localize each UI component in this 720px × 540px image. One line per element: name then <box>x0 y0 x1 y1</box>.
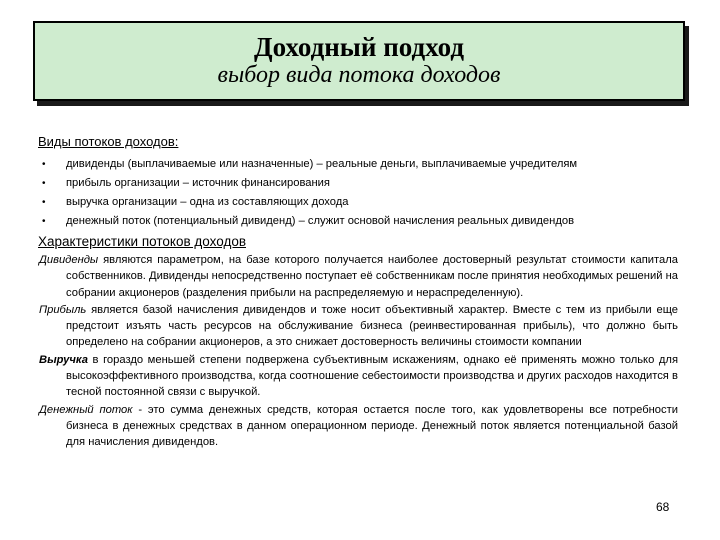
list-item-text: дивиденды (выплачиваемые или назначенные) – реальные деньги, выплачиваемые учредителям <box>66 158 578 170</box>
list-item-text: прибыль организации – источник финансирования <box>66 177 330 189</box>
paragraph-text: - это сумма денежных средств, которая остается после того, как удовлетворены все потребности бизнеса в денежных средствах в данном операционном периоде. Денежный поток является потенциальной базой для начисления дивидендов. <box>66 403 678 449</box>
slide-subtitle: выбор вида потока доходов <box>217 62 501 88</box>
list-item <box>38 212 678 231</box>
paragraph-profit <box>38 302 678 351</box>
bullet-icon: • <box>42 178 46 189</box>
kinds-list <box>38 155 678 231</box>
term-profit: Прибыль <box>39 303 87 316</box>
slide-title: Доходный подход <box>254 32 464 62</box>
paragraph-text: являются параметром, на базе которого получается наиболее достоверный результат стоимости капитала собственников. Дивиденды непосредственно поступает её собственникам после принятия необходимых решений на собрании акционеров (разделения прибыли на распределяемую и нераспределенную). <box>66 254 678 299</box>
page-number: 68 <box>656 500 670 514</box>
list-item-text: выручка организации – одна из составляющих дохода <box>66 196 349 208</box>
kinds-heading: Виды потоков доходов: <box>38 134 179 149</box>
paragraph-cashflow <box>38 402 678 451</box>
paragraph-dividends <box>38 252 678 301</box>
slide-content <box>38 133 678 451</box>
list-item <box>38 193 678 212</box>
list-item <box>38 155 678 174</box>
paragraph-revenue <box>38 352 678 401</box>
bullet-icon: • <box>42 159 46 170</box>
bullet-icon: • <box>42 216 46 227</box>
bullet-icon: • <box>42 197 46 208</box>
paragraph-text: является базой начисления дивидендов и тоже носит объективный характер. Вместе с тем из прибыли еще предстоит изъять часть ресурсов на обслуживание бизнеса (реинвестированная прибыль), что должно быть определено на собрании акционеров, а это снижает достоверность величины стоимости компании <box>66 303 678 349</box>
title-box <box>33 21 685 101</box>
characteristics-heading: Характеристики потоков доходов <box>38 234 246 249</box>
list-item <box>38 174 678 193</box>
term-dividends: Дивиденды <box>39 254 99 266</box>
term-revenue: Выручка <box>39 353 88 366</box>
paragraph-text: в гораздо меньшей степени подвержена субъективным искажениям, однако её применять можно только для высокоэффективного производства, когда соотношение себестоимости производства и других расходов находится в тесной постоянной связи с выручкой. <box>66 353 678 399</box>
term-cashflow: Денежный поток <box>39 403 133 416</box>
list-item-text: денежный поток (потенциальный дивиденд) – служит основой начисления реальных дивидендов <box>66 215 575 227</box>
